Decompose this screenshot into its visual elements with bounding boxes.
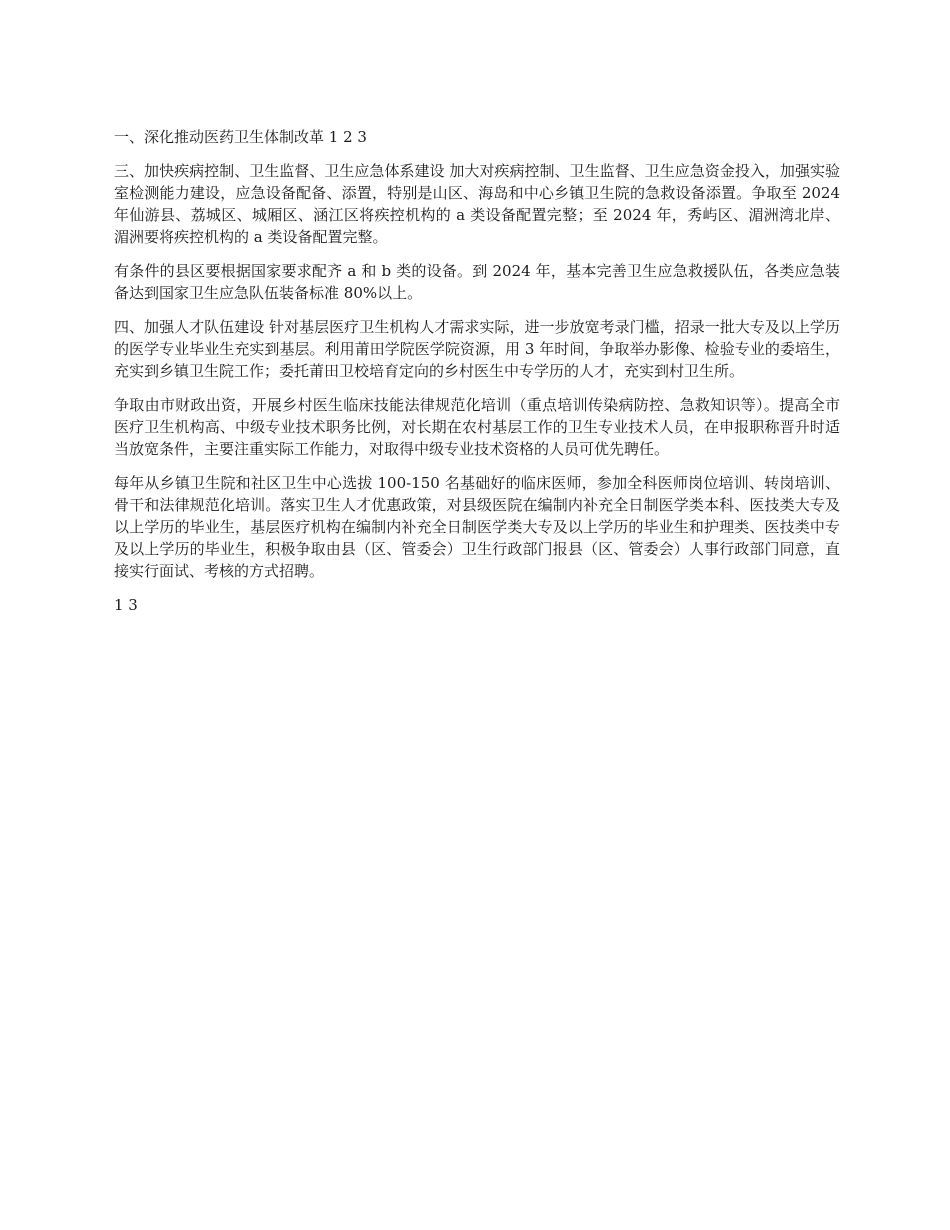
section-heading-reform: 一、深化推动医药卫生体制改革 1 2 3: [114, 128, 367, 146]
page-footer-number: 1 3: [114, 596, 138, 614]
paragraph-talent-team: 四、加强人才队伍建设 针对基层医疗卫生机构人才需求实际，进一步放宽考录门槛，招录一批大专及以上学历的医学专业毕业生充实到基层。利用莆田学院医学院资源，用 3 年时间，争取举办影像、检验专业的委培生，充实到乡镇卫生院工作；委托莆田卫校培育定向的乡村医生中专学历的人才，充实到村卫生所。: [114, 318, 840, 380]
paragraph-village-doctor-training: 争取由市财政出资，开展乡村医生临床技能法律规范化培训（重点培训传染病防控、急救知识等）。提高全市医疗卫生机构高、中级专业技术职务比例，对长期在农村基层工作的卫生专业技术人员，在申报职称晋升时适当放宽条件，主要注重实际工作能力，对取得中级专业技术资格的人员可优先聘任。: [114, 396, 840, 458]
paragraph-equipment: 有条件的县区要根据国家要求配齐 a 和 b 类的设备。到 2024 年，基本完善卫生应急救援队伍，各类应急装备达到国家卫生应急队伍装备标准 80%以上。: [114, 262, 840, 302]
document-page: [114, 126, 840, 628]
paragraph-physician-selection: 每年从乡镇卫生院和社区卫生中心选拔 100-150 名基础好的临床医师，参加全科医师岗位培训、转岗培训、骨干和法律规范化培训。落实卫生人才优惠政策，对县级医院在编制内补充全日制医学类本科、医技类大专及以上学历的毕业生，基层医疗机构在编制内补充全日制医学类大专及以上学历的毕业生和护理类、医技类中专及以上学历的毕业生，积极争取由县（区、管委会）卫生行政部门报县（区、管委会）人事行政部门同意，直接实行面试、考核的方式招聘。: [114, 474, 840, 580]
paragraph-disease-control: 三、加快疾病控制、卫生监督、卫生应急体系建设 加大对疾病控制、卫生监督、卫生应急资金投入，加强实验室检测能力建设，应急设备配备、添置，特别是山区、海岛和中心乡镇卫生院的急救设备添置。争取至 2024 年仙游县、荔城区、城厢区、涵江区将疾控机构的 a 类设备配置完整；至 2024 年，秀屿区、湄洲湾北岸、湄洲要将疾控机构的 a 类设备配置完整。: [114, 162, 840, 246]
